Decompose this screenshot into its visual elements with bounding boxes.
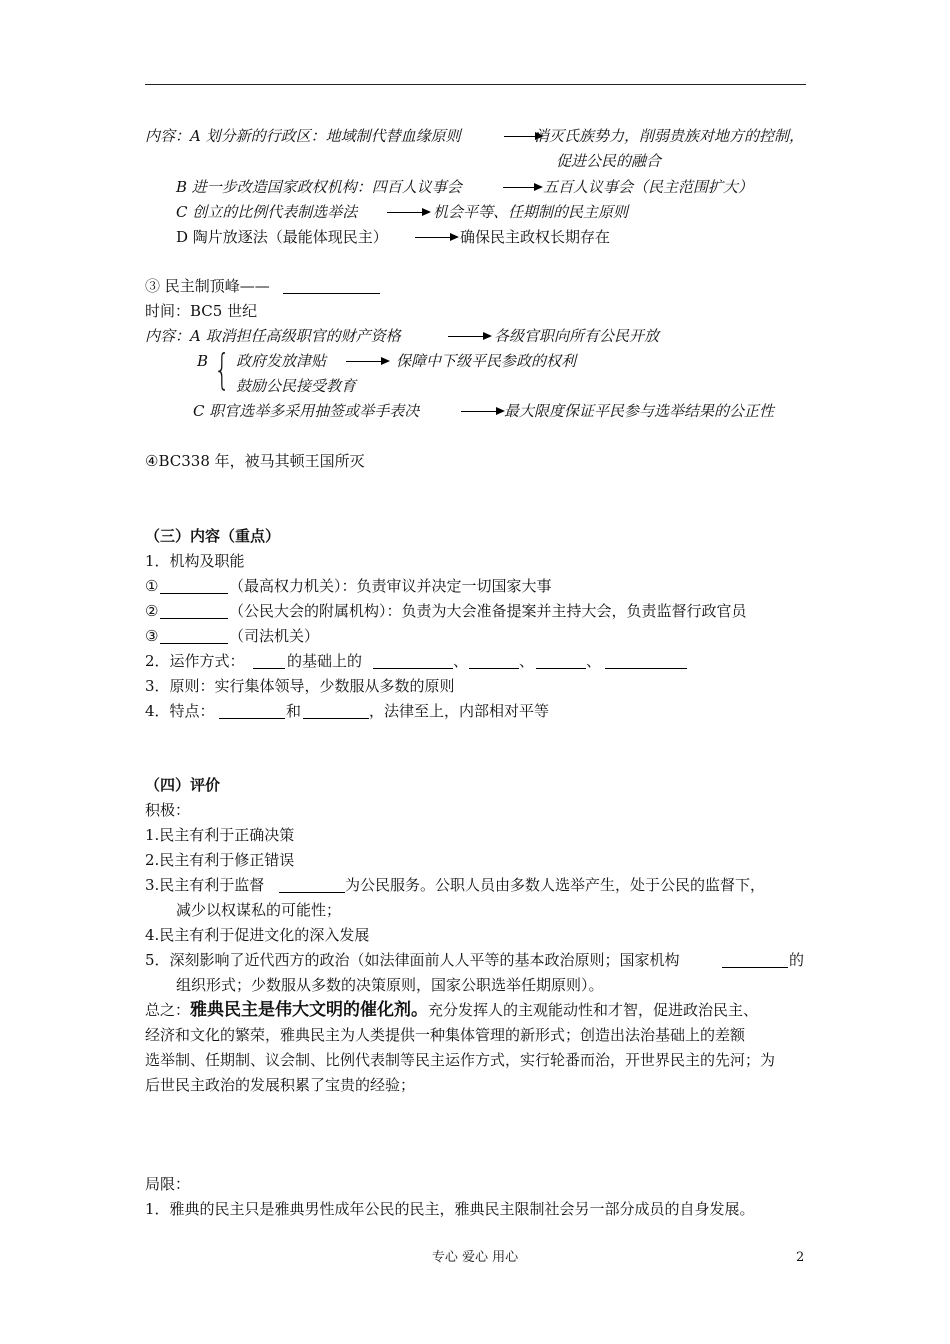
blank-l7-2 (303, 718, 369, 719)
blank-l5-5 (605, 668, 687, 669)
eval-p3-a: 3.民主有利于监督 (145, 876, 265, 894)
s3-l7-a: 4．特点： (145, 702, 215, 720)
eval-p5-b: 的 (789, 951, 805, 969)
blank-l3 (160, 618, 228, 619)
peak-title: ③ 民主制顶峰—— (145, 277, 270, 295)
reform-item-d: D 陶片放逐法（最能体现民主） (176, 228, 388, 246)
s3-l4-text: （司法机关） (229, 627, 320, 645)
blank-l5-4 (536, 668, 586, 669)
arrow-b (503, 187, 541, 188)
reform-result-d: 确保民主政权长期存在 (460, 228, 611, 246)
reform-result-a2: 促进公民的融合 (556, 152, 662, 170)
sep-2: 、 (519, 652, 535, 670)
peak-result-c: 最大限度保证平民参与选举结果的公正性 (504, 402, 775, 420)
eval-p3-c: 减少以权谋私的可能性； (176, 901, 342, 919)
eval-p1: 1.民主有利于正确决策 (145, 826, 295, 844)
peak-content-a: 内容：A 取消担任高级职官的财产资格 (145, 327, 401, 345)
s3-l3-text: （公民大会的附属机构）：负责为大会准备提案并主持大会，负责监督行政官员 (229, 602, 747, 620)
eval-limit: 局限： (145, 1175, 191, 1193)
arrow-c (387, 212, 429, 213)
s3-l4-prefix: ③ (145, 627, 159, 645)
summary-4: 后世民主政治的发展积累了宝贵的经验； (145, 1076, 416, 1094)
summary-bold: 雅典民主是伟大文明的催化剂。 (190, 1000, 429, 1020)
s3-l3-prefix: ② (145, 602, 159, 620)
section-four-heading: （四）评价 (145, 776, 221, 794)
sep-3: 、 (586, 652, 602, 670)
s3-l7-c: ，法律至上，内部相对平等 (369, 702, 550, 720)
peak-end: ④BC338 年，被马其顿王国所灭 (145, 452, 365, 470)
eval-positive: 积极： (145, 801, 191, 819)
blank-l5-2 (373, 668, 453, 669)
reform-result-b: 五百人议事会（民主范围扩大） (543, 178, 754, 196)
peak-b1: 政府发放津贴 (236, 352, 327, 370)
footer-text: 专心 爱心 用心 (431, 1250, 519, 1265)
header-rule (145, 84, 806, 85)
s3-l1: 1．机构及职能 (145, 552, 245, 570)
summary-line-1 (145, 1000, 758, 1020)
brace: { (214, 345, 231, 394)
peak-b2: 鼓励公民接受教育 (236, 377, 357, 395)
s3-l5-b: 的基础上的 (287, 652, 363, 670)
blank-l5-3 (469, 668, 519, 669)
s3-l2-prefix: ① (145, 577, 159, 595)
reform-result-a1: 消灭氏族势力，削弱贵族对地方的控制， (534, 127, 805, 145)
arrow-d (415, 237, 457, 238)
eval-limit-1: 1．雅典的民主只是雅典男性成年公民的民主，雅典民主限制社会另一部分成员的自身发展。 (145, 1200, 755, 1218)
blank-l2 (160, 593, 228, 594)
s3-l5-a: 2．运作方式： (145, 652, 245, 670)
arrow-peak-c (461, 411, 503, 412)
reform-result-c: 机会平等、任期制的民主原则 (433, 203, 629, 221)
eval-p2: 2.民主有利于修正错误 (145, 851, 295, 869)
blank-l5-1 (253, 668, 285, 669)
page-number: 2 (796, 1250, 805, 1265)
eval-p5-c: 组织形式；少数服从多数的决策原则，国家公职选举任期原则）。 (176, 976, 604, 994)
peak-result-b1: 保障中下级平民参政的权利 (396, 352, 577, 370)
peak-time: 时间：BC5 世纪 (145, 302, 258, 320)
section-three-heading: （三）内容（重点） (145, 527, 281, 545)
peak-item-c: C 职官选举多采用抽签或举手表决 (193, 402, 420, 420)
summary-3: 选举制、任期制、议会制、比例代表制等民主运作方式，实行轮番而治，开世界民主的先河；为 (145, 1051, 776, 1069)
s3-l6: 3．原则：实行集体领导，少数服从多数的原则 (145, 677, 455, 695)
eval-p4: 4.民主有利于促进文化的深入发展 (145, 926, 370, 944)
peak-result-a: 各级官职向所有公民开放 (494, 327, 660, 345)
reform-item-b: B 进一步改造国家政权机构：四百人议事会 (176, 178, 462, 196)
reform-item-c: C 创立的比例代表制选举法 (176, 203, 358, 221)
summary-1: 充分发挥人的主观能动性和才智，促进政治民主、 (428, 1001, 759, 1019)
summary-2: 经济和文化的繁荣，雅典民主为人类提供一种集体管理的新形式；创造出法治基础上的差额 (145, 1026, 746, 1044)
peak-blank (283, 293, 380, 294)
eval-p3-b: 为公民服务。公职人员由多数人选举产生，处于公民的监督下， (345, 876, 766, 894)
blank-p5 (722, 967, 788, 968)
arrow-peak-a (448, 336, 490, 337)
blank-l4 (160, 643, 228, 644)
sep-1: 、 (453, 652, 469, 670)
blank-p3 (279, 892, 345, 893)
blank-l7-1 (219, 718, 285, 719)
s3-l2-text: （最高权力机关）：负责审议并决定一切国家大事 (229, 577, 552, 595)
s3-l7-b: 和 (286, 702, 302, 720)
arrow-peak-b1 (346, 361, 388, 362)
peak-b-label: B (197, 352, 209, 370)
reform-content-a: 内容：A 划分新的行政区：地域制代替血缘原则 (145, 127, 461, 145)
eval-p5-a: 5．深刻影响了近代西方的政治（如法律面前人人平等的基本政治原则；国家机构 (145, 951, 680, 969)
summary-label: 总之： (145, 1001, 191, 1019)
